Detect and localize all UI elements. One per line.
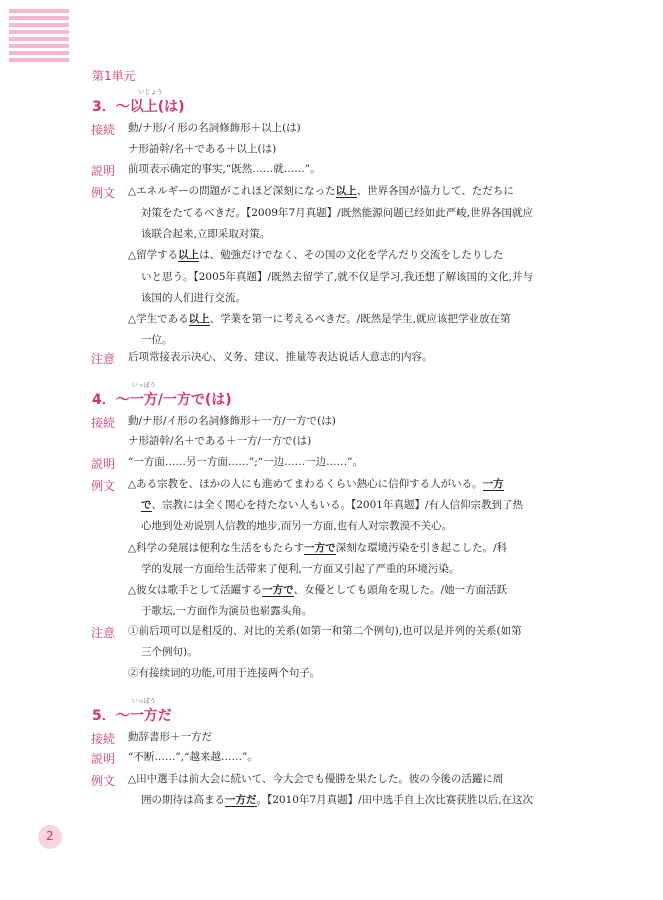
example-line: △彼女は歌手として活躍する一方で、女優としても頭角を現した。/她一方面活跃 [128,584,508,596]
section-3-heading: 3．～以 いじょう 上(は) [92,89,185,115]
example-line: △田中選手は前大会に続いて、今大会でも優勝を果たした。彼の今後の活躍に周 [128,773,504,785]
example-line: 于歌坛,一方面作为演员也崭露头角。 [141,605,313,617]
note-label: 注意 [91,352,116,366]
unit-title: 第1単元 [92,69,136,83]
connect-line: ナ形語幹/名＋である＋一方/一方で(は) [128,435,312,447]
section-5-heading: 5．～ いっぽう 一方だ [92,698,172,724]
connect-label: 接続 [91,123,116,137]
example-line: △学生である以上、学業を第一に考えるべきだ。/既然是学生,就应该把学业放在第 [128,313,511,325]
note-text: ②有接续词的功能,可用于连接两个句子。 [128,667,321,679]
connect-label: 接続 [91,416,116,430]
example-line: で、宗教には全く関心を持たない人もいる。【2001年真题】/有人信仰宗教到了热 [141,499,524,511]
connect-line: 動辞書形＋一方だ [128,731,212,743]
example-line: 该国的人们进行交流。 [141,292,246,304]
example-line: いと思う。【2005年真题】/既然去留学了,就不仅是学习,我还想了解该国的文化,并与 [141,271,534,283]
example-label: 例文 [91,479,116,493]
connect-line: 動/ナ形/イ形の名詞修飾形＋以上(は) [128,122,301,134]
example-line: △科学の発展は便利な生活をもたらす一方で深刻な環境汚染を引き起こした。/科 [128,542,508,554]
explain-label: 説明 [91,752,116,766]
example-label: 例文 [91,186,116,200]
connect-line: ナ形語幹/名＋である＋以上(は) [128,143,277,155]
connect-label: 接続 [91,732,116,746]
note-label: 注意 [91,626,116,640]
example-line: 一位。 [141,334,173,346]
explain-text: 前项表示确定的事实,“既然……就……”。 [128,163,321,175]
example-line: 学的发展一方面给生活带来了便利,一方面又引起了严重的环境污染。 [141,563,460,575]
example-line: 囲の期待は高まる一方だ。【2010年7月真题】/田中选手自上次比赛获胜以后,在这次 [141,794,534,806]
example-line: △留学する以上は、勉強だけでなく、その国の文化を学んだり交流をしたりした [128,249,504,261]
connect-line: 動/ナ形/イ形の名詞修飾形＋一方/一方で(は) [128,415,336,427]
example-line: △エネルギーの問題がこれほど深刻になった以上、世界各国が協力して、ただちに [128,185,514,197]
example-line: 该联合起来,立即采取对策。 [141,228,271,240]
note-text: 后项常接表示决心、义务、建议、推量等表达说话人意志的内容。 [128,351,433,363]
example-label: 例文 [91,774,116,788]
note-text: ①前后项可以是相反的、对比的关系(如第一和第二个例句),也可以是并列的关系(如第 [128,625,522,637]
explain-text: “一方面……另一方面……”;“一边……一边……”。 [128,456,364,468]
page-number: 2 [46,829,54,843]
decorative-stripes [9,9,69,65]
example-line: 対策をたてるべきだ。【2009年7月真题】/既然能源问题已经如此严峻,世界各国就应 [141,207,534,219]
explain-label: 説明 [91,164,116,178]
example-line: 心地到处劝说别人信教的地步,而另一方面,也有人对宗教漠不关心。 [141,520,453,532]
note-text: 三个例句)。 [141,646,198,658]
explain-text: “不断……”,“越来越……”。 [128,751,258,763]
explain-label: 説明 [91,457,116,471]
section-4-heading: 4．～ いっぽう 一方/一方で(は) [92,382,232,408]
example-line: △ある宗教を、ほかの人にも進めてまわるくらい熱心に信仰する人がいる。一方 [128,478,504,490]
